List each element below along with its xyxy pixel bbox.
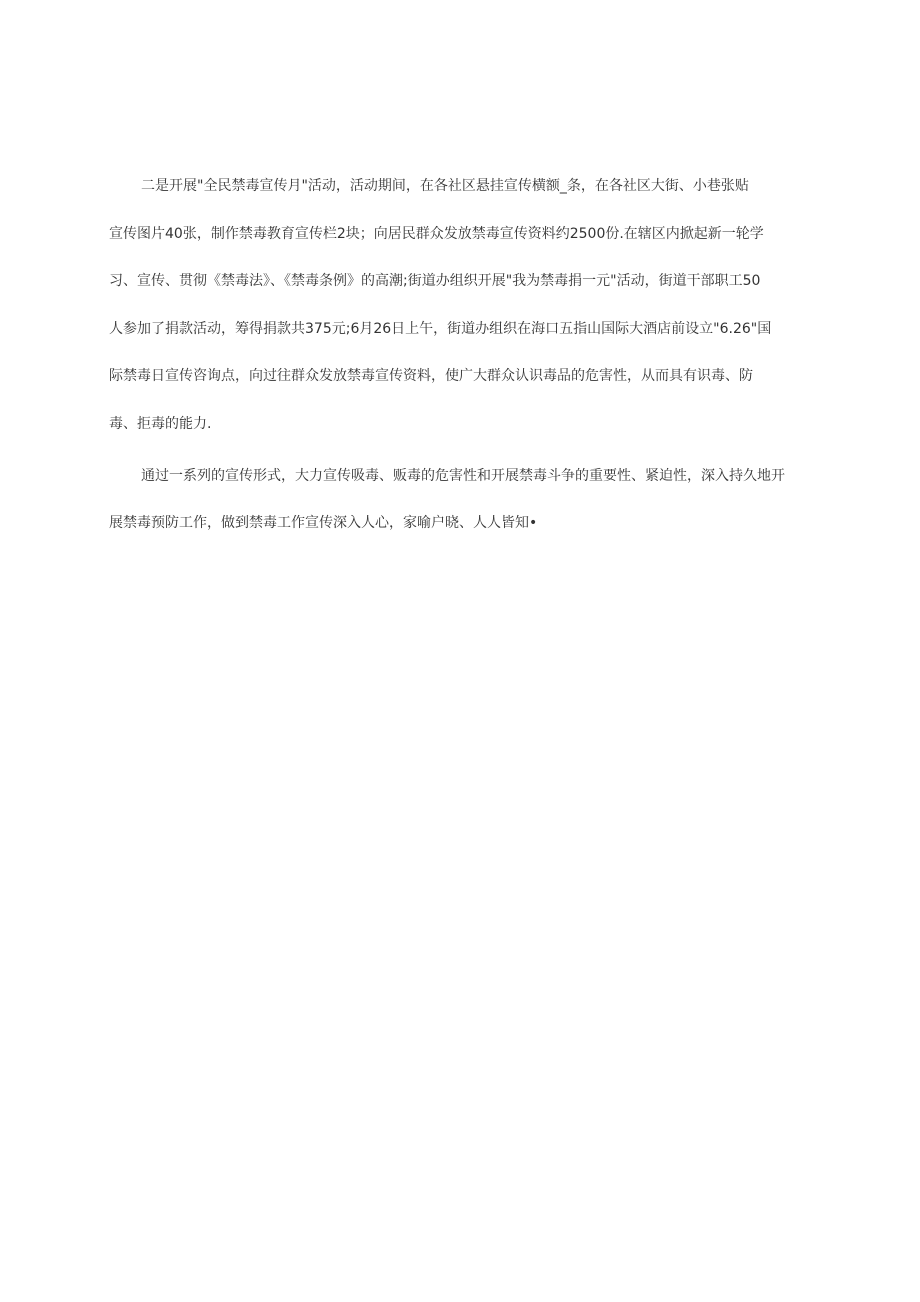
paragraph-line: 通过一系列的宣传形式，大力宣传吸毒、贩毒的危害性和开展禁毒斗争的重要性、紧迫性，深入持久地开 (141, 467, 785, 484)
paragraph-line: 二是开展"全民禁毒宣传月"活动，活动期间，在各社区悬挂宣传横额_条，在各社区大街、小巷张贴 (141, 178, 749, 194)
paragraph-line: 际禁毒日宣传咨询点，向过往群众发放禁毒宣传资料，使广大群众认识毒品的危害性，从而具有识毒、防 (109, 368, 753, 385)
document-body (109, 163, 819, 548)
paragraph-line: 展禁毒预防工作，做到禁毒工作宣传深入人心，家喻户晓、人人皆知• (109, 515, 538, 532)
paragraph-line: 宣传图片40张，制作禁毒教育宣传栏2块；向居民群众发放禁毒宣传资料约2500份.在辖区内掀起新一轮学 (109, 225, 764, 242)
paragraph-propaganda-month (109, 163, 819, 449)
paragraph-line: 人参加了捐款活动，筹得捐款共375元;6月26日上午，街道办组织在海口五指山国际大酒店前设立"6.26"国 (109, 320, 772, 337)
paragraph-line: 习、宣传、贯彻《禁毒法》、《禁毒条例》的高潮;街道办组织开展"我为禁毒捐一元"活动，街道干部职工50 (109, 273, 761, 290)
paragraph-line: 毒、拒毒的能力. (109, 415, 212, 432)
paragraph-summary (109, 453, 819, 548)
